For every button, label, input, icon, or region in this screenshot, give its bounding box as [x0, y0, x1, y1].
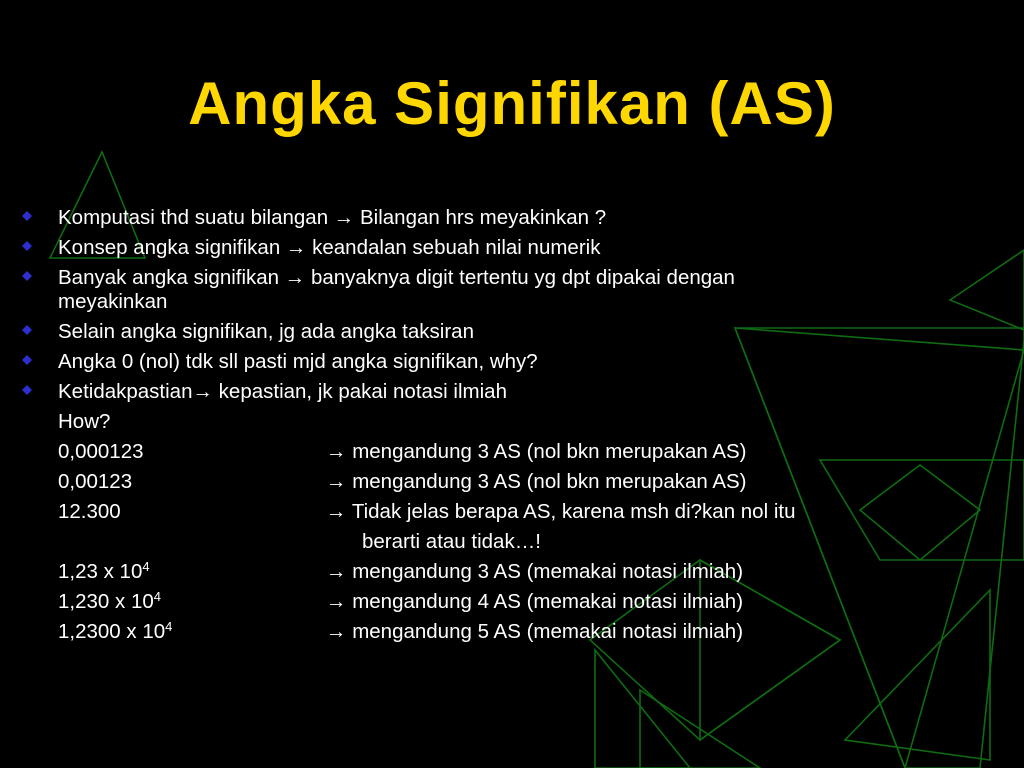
example-exponent: 4	[153, 589, 161, 604]
example-description: → mengandung 4 AS (memakai notasi ilmiah)	[326, 590, 744, 613]
example-description: → Tidak jelas berapa AS, karena msh di?kan nol itu	[326, 500, 796, 523]
example-description-continuation: berarti atau tidak…!	[362, 530, 541, 553]
example-description: → mengandung 3 AS (nol bkn merupakan AS)	[326, 440, 747, 463]
diamond-bullet-icon	[22, 325, 32, 335]
example-number	[58, 620, 172, 644]
example-exponent: 4	[142, 559, 150, 574]
example-description: → mengandung 3 AS (nol bkn merupakan AS)	[326, 470, 747, 493]
slide-title: Angka Signifikan (AS)	[188, 70, 836, 137]
example-number: 0,000123	[58, 440, 144, 463]
example-description: → mengandung 3 AS (memakai notasi ilmiah)	[326, 560, 744, 583]
bullet-item: Konsep angka signifikan → keandalan sebuah nilai numerik	[58, 236, 601, 259]
diamond-bullet-icon	[22, 211, 32, 221]
diamond-bullet-icon	[22, 241, 32, 251]
example-mantissa: 1,2300 x 10	[58, 620, 166, 643]
example-number	[58, 590, 161, 614]
example-number: 12.300	[58, 500, 121, 523]
bullet-item: Komputasi thd suatu bilangan → Bilangan hrs meyakinkan ?	[58, 206, 607, 229]
example-exponent: 4	[165, 619, 173, 634]
diamond-bullet-icon	[22, 271, 32, 281]
bullet-item-continuation: meyakinkan	[58, 290, 168, 313]
bullet-item: Banyak angka signifikan → banyaknya digit tertentu yg dpt dipakai dengan	[58, 266, 735, 289]
bullet-item: Ketidakpastian→ kepastian, jk pakai notasi ilmiah	[58, 380, 507, 403]
diamond-bullet-icon	[22, 355, 32, 365]
diamond-bullet-icon	[22, 385, 32, 395]
example-number	[58, 560, 150, 584]
example-mantissa: 1,230 x 10	[58, 590, 154, 613]
example-description: → mengandung 5 AS (memakai notasi ilmiah)	[326, 620, 744, 643]
how-label: How?	[58, 410, 111, 433]
bullet-item: Angka 0 (nol) tdk sll pasti mjd angka signifikan, why?	[58, 350, 538, 373]
example-number: 0,00123	[58, 470, 133, 493]
example-mantissa: 1,23 x 10	[58, 560, 143, 583]
bullet-item: Selain angka signifikan, jg ada angka taksiran	[58, 320, 474, 343]
